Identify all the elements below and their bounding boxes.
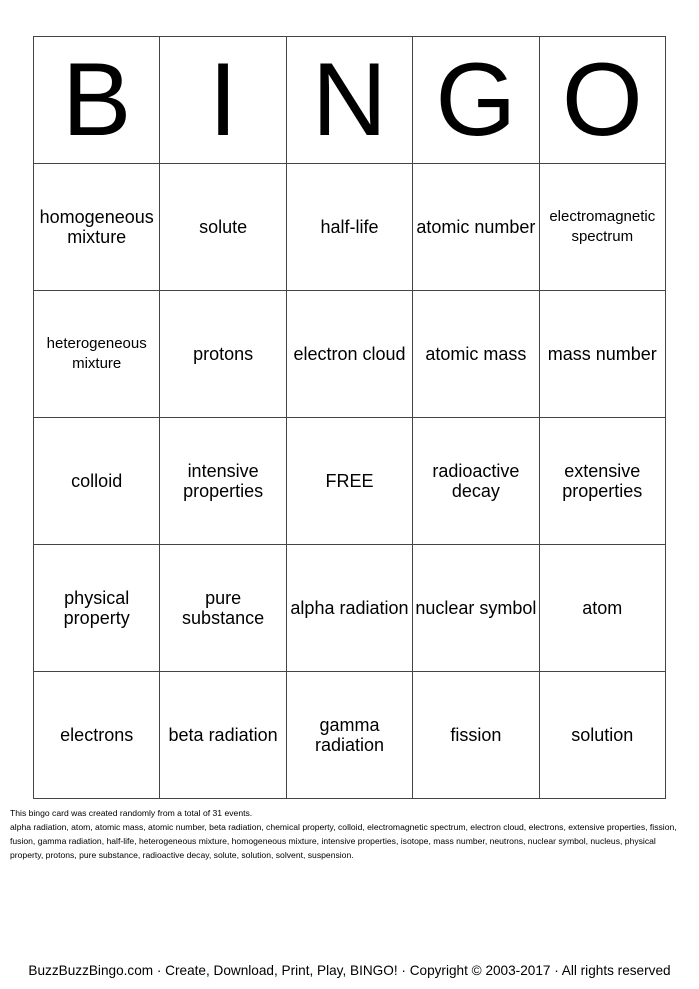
cell-text: atomic mass <box>425 343 527 364</box>
footer-text: BuzzBuzzBingo.com · Create, Download, Print, Play, BINGO! · Copyright © 2003-2017 · All rights reserved <box>28 963 671 978</box>
bingo-card <box>33 36 666 799</box>
cell-text: half-life <box>320 216 379 237</box>
cell-text: beta radiation <box>168 724 278 745</box>
created-note: This bingo card was created randomly from a total of 31 events. <box>10 808 253 818</box>
header-letter-i: I <box>160 37 286 164</box>
cell-text: atomic number <box>416 216 536 237</box>
cell-text: electrons <box>60 724 134 745</box>
bingo-cell <box>160 672 286 799</box>
bingo-cell <box>34 545 160 672</box>
events-list: alpha radiation, atom, atomic mass, atomic number, beta radiation, chemical property, colloid, electromagnetic spectrum, electron cloud, electrons, extensive properties, fission, fusion, gamma radiation, half-life, heterogeneous mixture, homogeneous mixture, intensive properties, isotope, mass number, neutrons, nuclear symbol, nucleus, physical property, protons, pure substance, radioactive decay, solute, solution, solvent, suspension. <box>10 822 677 860</box>
cell-text: homogeneous mixture <box>39 206 154 247</box>
bingo-row-3 <box>34 418 666 545</box>
bingo-cell <box>34 164 160 291</box>
cell-text: electromagnetic spectrum <box>549 208 656 245</box>
bingo-cell <box>286 291 412 418</box>
cell-text: solution <box>571 724 634 745</box>
bingo-cell <box>539 672 665 799</box>
cell-text: solute <box>199 216 248 237</box>
header-letter-n: N <box>286 37 412 164</box>
bingo-row-5 <box>34 672 666 799</box>
cell-text: extensive properties <box>562 460 643 501</box>
cell-text: electron cloud <box>293 343 406 364</box>
cell-text: atom <box>582 597 623 618</box>
cell-text: mass number <box>547 343 657 364</box>
bingo-cell <box>34 672 160 799</box>
bingo-cell <box>286 164 412 291</box>
cell-text: gamma radiation <box>314 714 384 755</box>
header-letter-g: G <box>413 37 539 164</box>
bingo-row-4 <box>34 545 666 672</box>
cell-text: pure substance <box>182 587 265 628</box>
bingo-cell <box>413 291 539 418</box>
bingo-cell <box>413 545 539 672</box>
bingo-cell <box>160 418 286 545</box>
cell-text: nuclear symbol <box>415 597 537 618</box>
bingo-cell <box>286 545 412 672</box>
free-space-cell <box>286 418 412 545</box>
cell-text: physical property <box>63 587 130 628</box>
bingo-cell <box>539 545 665 672</box>
free-space-label: FREE <box>325 470 374 491</box>
cell-text: alpha radiation <box>290 597 409 618</box>
cell-text: radioactive decay <box>432 460 520 501</box>
bingo-header-row <box>34 37 666 164</box>
bingo-cell <box>413 164 539 291</box>
bingo-row-2 <box>34 291 666 418</box>
header-letter-b: B <box>34 37 160 164</box>
bingo-row-1 <box>34 164 666 291</box>
bingo-cell <box>413 672 539 799</box>
cell-text: protons <box>193 343 254 364</box>
header-letter-o: O <box>539 37 665 164</box>
cell-text: fission <box>450 724 502 745</box>
cell-text: intensive properties <box>183 460 264 501</box>
bingo-cell <box>160 164 286 291</box>
cell-text: heterogeneous mixture <box>46 335 147 372</box>
bingo-cell <box>413 418 539 545</box>
card-info <box>10 806 690 862</box>
bingo-cell <box>539 291 665 418</box>
bingo-cell <box>34 418 160 545</box>
bingo-cell <box>160 545 286 672</box>
bingo-cell <box>286 672 412 799</box>
bingo-cell <box>34 291 160 418</box>
bingo-cell <box>539 418 665 545</box>
cell-text: colloid <box>71 470 123 491</box>
bingo-cell <box>539 164 665 291</box>
bingo-cell <box>160 291 286 418</box>
